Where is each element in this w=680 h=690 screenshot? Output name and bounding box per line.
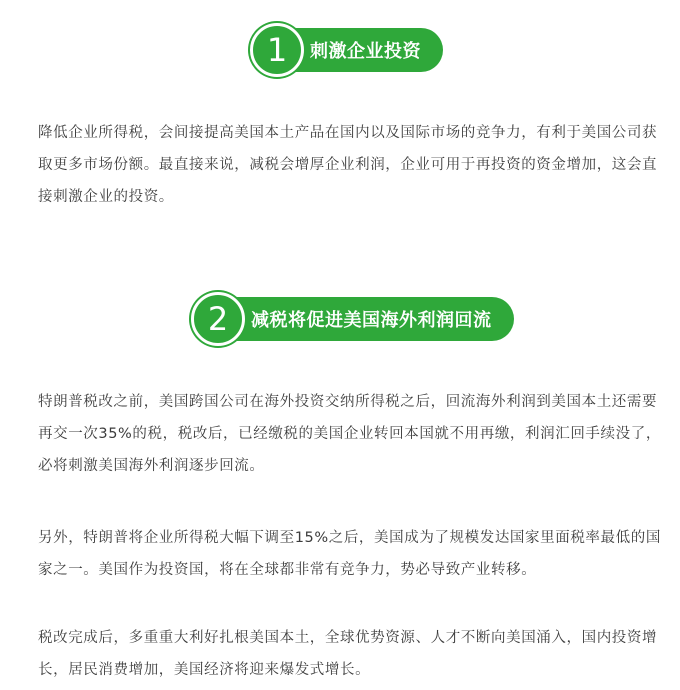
section-2-paragraph-3: 税改完成后，多重重大利好扎根美国本土，全球优势资源、人才不断向美国涌入，国内投资增长，居民消费增加，美国经济将迎来爆发式增长。 [38,630,658,678]
section-2-paragraph-2: 另外，特朗普将企业所得税大幅下调至15%之后，美国成为了规模发达国家里面税率最低的国家之一。美国作为投资国，将在全球都非常有竞争力，势必导致产业转移。 [38,530,661,578]
section-2-heading [197,297,514,341]
section-1-paragraph-1: 降低企业所得税，会间接提高美国本土产品在国内以及国际市场的竞争力，有利于美国公司获取更多市场份额。最直接来说，减税会增厚企业利润，企业可用于再投资的资金增加，这会直接刺激企业的投资。 [38,125,658,205]
section-2-paragraph-1: 特朗普税改之前，美国跨国公司在海外投资交纳所得税之后，回流海外利润到美国本土还需要再交一次35%的税，税改后，已经缴税的美国企业转回本国就不用再缴，利润汇回手续没了，必将刺激美国海外利润逐步回流。 [38,394,661,474]
section-2-title: 减税将促进美国海外利润回流 [251,310,492,331]
section-1-title: 刺激企业投资 [310,41,421,62]
section-2-number-icon: 2 [191,292,245,346]
section-1-number-icon: 1 [250,23,304,77]
section-1-heading [256,28,443,72]
